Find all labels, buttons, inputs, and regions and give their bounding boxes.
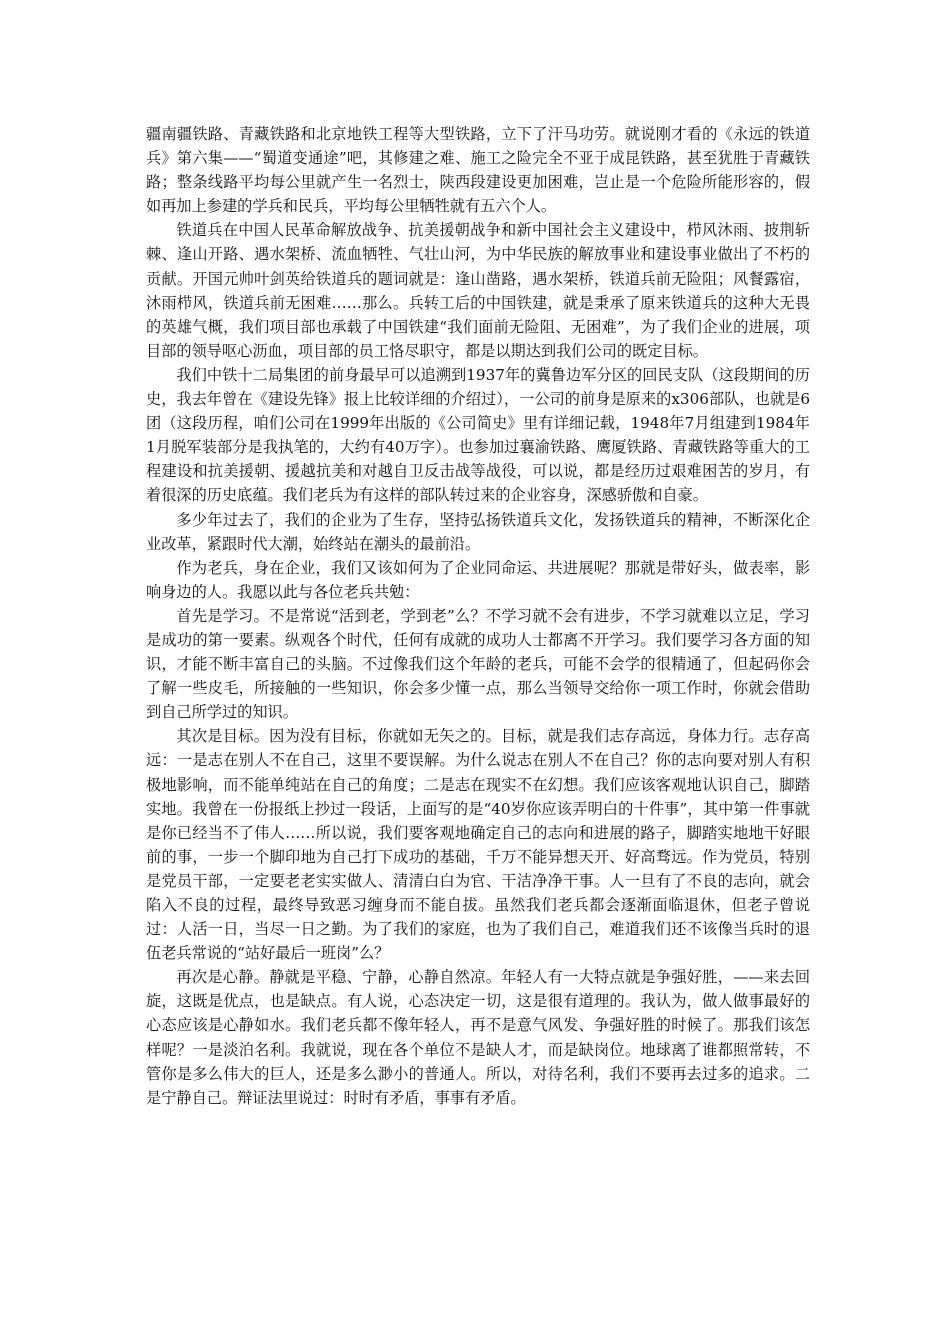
paragraph-railway-corps-history: 铁道兵在中国人民革命解放战争、抗美援朝战争和新中国社会主义建设中，栉风沐雨、披荆斩棘、逢山开路、遇水架桥、流血牺牲、气壮山河，为中华民族的解放事业和建设事业做出了不朽的贡献。开国元帅叶剑英给铁道兵的题词就是：逢山凿路，遇水架桥，铁道兵前无险阻；风餐露宿，沐雨栉风，铁道兵前无困难……那么。兵转工后的中国铁建，就是秉承了原来铁道兵的这种大无畏的英雄气概，我们项目部也承载了中国铁建“我们面前无险阻、无困难”，为了我们企业的进展，项目部的领导呕心沥血，项目部的员工恪尽职守，都是以期达到我们公司的既定目标。 [146, 221, 810, 360]
paragraph-continuation: 疆南疆铁路、青藏铁路和北京地铁工程等大型铁路，立下了汗马功劳。就说刚才看的《永远的铁道兵》第六集——“蜀道变通途”吧，其修建之难、施工之险完全不亚于成昆铁路，甚至犹胜于青藏铁路；整条线路平均每公里就产生一名烈士，陕西段建设更加困难，岂止是一个危险所能形容的，假如再加上参建的学兵和民兵，平均每公里牺牲就有五六个人。 [146, 125, 810, 216]
paragraph-calm-mind: 再次是心静。静就是平稳、宁静，心静自然凉。年轻人有一大特点就是争强好胜，——来去回旋，这既是优点，也是缺点。有人说，心态决定一切，这是很有道理的。我认为，做人做事最好的心态应该是心静如水。我们老兵都不像年轻人，再不是意气风发、争强好胜的时候了。那我们该怎样呢？一是淡泊名利。我就说，现在各个单位不是缺人才，而是缺岗位。地球离了谁都照常转，不管你是多么伟大的巨人，还是多么渺小的普通人。所以，对待名利，我们不要再去过多的追求。二是宁静自己。辩证法里说过：时时有矛盾，事事有矛盾。 [146, 968, 810, 1107]
paragraph-goals: 其次是目标。因为没有目标，你就如无矢之的。目标，就是我们志存高远，身体力行。志存高远：一是志在别人不在自己，这里不要误解。为什么说志在别人不在自己？你的志向要对别人有积极地影响，而不能单纯站在自己的角度；二是志在现实不在幻想。我们应该客观地认识自己，脚踏实地。我曾在一份报纸上抄过一段话，上面写的是“40岁你应该弄明白的十件事”，其中第一件事就是你已经当不了伟人……所以说，我们要客观地确定自己的志向和进展的路子，脚踏实地地干好眼前的事，一步一个脚印地为自己打下成功的基础，千万不能异想天开、好高骛远。作为党员，特别是党员干部，一定要老老实实做人、清清白白为官、干洁净净干事。人一旦有了不良的志向，就会陷入不良的过程，最终导致恶习缠身而不能自拔。虽然我们老兵都会逐渐面临退休，但老子曾说过：人活一日，当尽一日之勤。为了我们的家庭，也为了我们自己，难道我们还不该像当兵时的退伍老兵常说的“站好最后一班岗”么？ [146, 727, 810, 963]
paragraph-company-origins: 我们中铁十二局集团的前身最早可以追溯到1937年的冀鲁边军分区的回民支队（这段期间的历史，我去年曾在《建设先锋》报上比较详细的介绍过），一公司的前身是原来的x306部队，也就是6团（这段历程，咱们公司在1999年出版的《公司简史》里有详细记载，1948年7月组建到1984年1月脱军装部分是我执笔的，大约有40万字）。也参加过襄渝铁路、鹰厦铁路、青藏铁路等重大的工程建设和抗美援朝、援越抗美和对越自卫反击战等战役，可以说，都是经历过艰难困苦的岁月，有着很深的历史底蕴。我们老兵为有这样的部队转过来的企业容身，深感骄傲和自豪。 [146, 365, 810, 505]
document-body [146, 122, 810, 1110]
paragraph-learning: 首先是学习。不是常说“活到老，学到老”么？不学习就不会有进步，不学习就难以立足，学习是成功的第一要素。纵观各个时代，任何有成就的成功人士都离不开学习。我们要学习各方面的知识，才能不断丰富自己的头脑。不过像我们这个年龄的老兵，可能不会学的很精通了，但起码你会了解一些皮毛，所接触的一些知识，你会多少懂一点，那么当领导交给你一项工作时，你就会借助到自己所学过的知识。 [146, 606, 810, 722]
paragraph-veterans-role: 作为老兵，身在企业，我们又该如何为了企业同命运、共进展呢？那就是带好头，做表率，影响身边的人。我愿以此与各位老兵共勉： [146, 558, 810, 601]
paragraph-enterprise-reform: 多少年过去了，我们的企业为了生存，坚持弘扬铁道兵文化，发扬铁道兵的精神，不断深化企业改革，紧跟时代大潮，始终站在潮头的最前沿。 [146, 510, 810, 553]
